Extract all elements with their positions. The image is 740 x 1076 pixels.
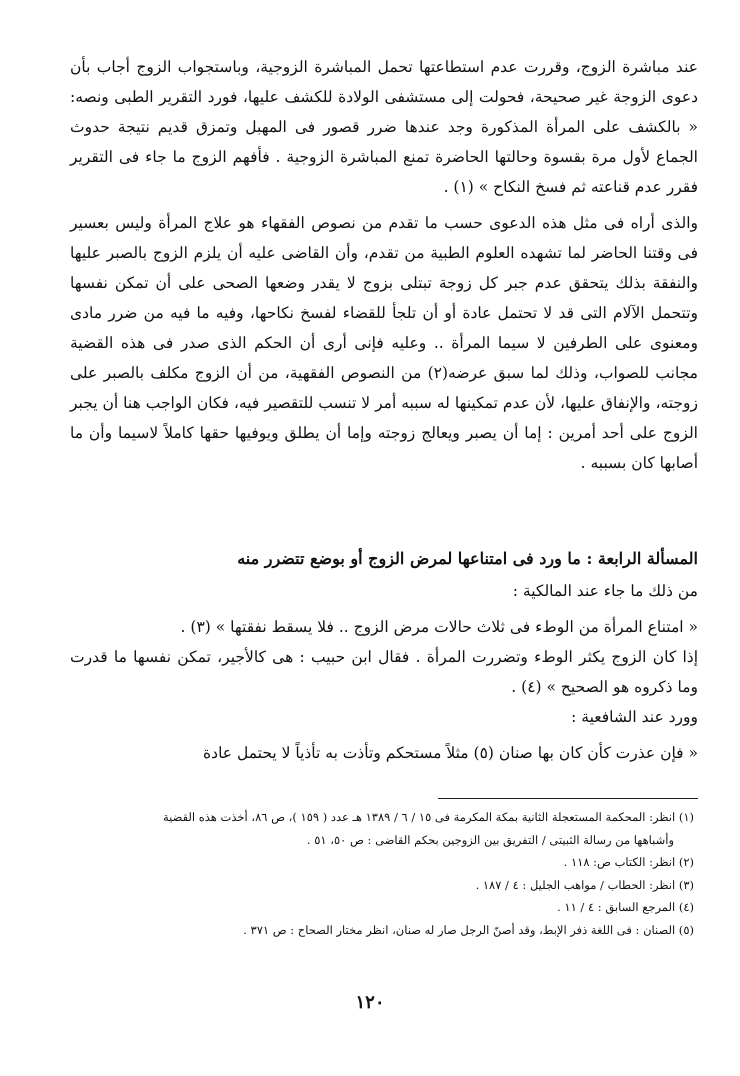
footnote-3: (٣) انظر: الحطاب / مواهب الجليل : ٤ / ١٨٧ . bbox=[475, 877, 694, 892]
footnote-4: (٤) المرجع السابق : ٤ / ١١ . bbox=[557, 900, 694, 914]
paragraph-1: عند مباشرة الزوج، وقررت عدم استطاعتها تحمل المباشرة الزوجية، وباستجواب الزوج أجاب بأن دعوى الزوجة غير صحيحة، فحولت إلى مستشفى الولادة للكشف عليها، فورد التقرير الطبى ونصه: « بالكشف على المرأة المذكورة وجد عندها ضرر قصور فى المهبل وتمزق قديم نتيجة حدوث الجماع لأول مرة بقسوة وحالتها الحاضرة تمنع المباشرة الزوجية . فأفهم الزوج ما جاء فى التقرير فقرر عدم قناعته ثم فسخ النكاح » (١) . bbox=[70, 58, 698, 196]
footnote-2: (٢) انظر: الكتاب ص: ١١٨ . bbox=[563, 855, 694, 869]
footnote-1: (١) انظر: المحكمة المستعجلة الثانية بمكة المكرمة فى ١٥ / ٦ / ١٣٨٩ هـ عدد ( ١٥٩ )، ص ٨٦، أخذت هذه القضية bbox=[162, 810, 694, 824]
quote-2: « فإن عذرت كأن كان بها صنان (٥) مثلاً مستحكم وتأذت به تأذياً لا يحتمل عادة bbox=[203, 744, 698, 762]
husband-text: إذا كان الزوج يكثر الوطء وتضررت المرأة . فقال ابن حبيب : هى كالأجير، تمكن نفسها ما قدرت وما ذكروه هو الصحيح » (٤) . bbox=[70, 648, 698, 696]
paragraph-2: والذى أراه فى مثل هذه الدعوى حسب ما تقدم من نصوص الفقهاء هو علاج المرأة وليس بعسير فى وقتنا الحاضر لما تشهده العلوم الطبية من تقدم، وأن القاضى عليه أن يلزم الزوج بالصبر عليها والنفقة بذلك يتحقق عدم جبر كل زوجة تبتلى بزوج لا يقدر وضعها الصحى على أن تمكن نفسها وتتحمل الآلام التى قد لا تحتمل عادة أو أن تلجأ للقضاء لفسخ نكاحها، وفيه ما فيه من ضرر مادى ومعنوى على الطرفين لا سيما المرأة .. وعليه فإنى أرى أن الحكم الذى صدر فى هذه القضية مجانب للصواب، وذلك لما سبق عرضه(٢) من النصوص الفقهية، من أن الزوج مكلف بالصبر على زوجته، والإنفاق عليها، لأن عدم تمكينها له سببه أمر لا تنسب للتقصير فيه، فكان الواجب هنا أن يجبر الزوج على أحد أمرين : إما أن يصبر ويعالج زوجته وإما أن يطلق ويوفيها حقها كاملاً لاسيما وأن ما أصابها كان بسببه . bbox=[70, 214, 698, 472]
intro-shafiiyya: وورد عند الشافعية : bbox=[571, 708, 698, 726]
footnote-5: (٥) الصنان : فى اللغة ذفر الإبط، وقد أصنّ الرجل صار له صنان، انظر مختار الصحاح : ص ٣٧١ . bbox=[243, 922, 694, 937]
intro-malikiyya: من ذلك ما جاء عند المالكية : bbox=[512, 582, 698, 600]
footnote-divider bbox=[438, 798, 698, 799]
page-number: ١٢٠ bbox=[355, 992, 385, 1013]
footnote-1-continued: وأشباهها من رسالة الثبيتى / التفريق بين الزوجين بحكم القاضى : ص ٥٠، ٥١ . bbox=[306, 832, 674, 847]
quote-1: « امتناع المرأة من الوطء فى ثلاث حالات مرض الزوج .. فلا يسقط نفقتها » (٣) . bbox=[180, 618, 698, 636]
footnotes bbox=[70, 806, 694, 941]
section-heading: المسألة الرابعة : ما ورد فى امتناعها لمرض الزوج أو بوضع تتضرر منه bbox=[237, 549, 698, 568]
